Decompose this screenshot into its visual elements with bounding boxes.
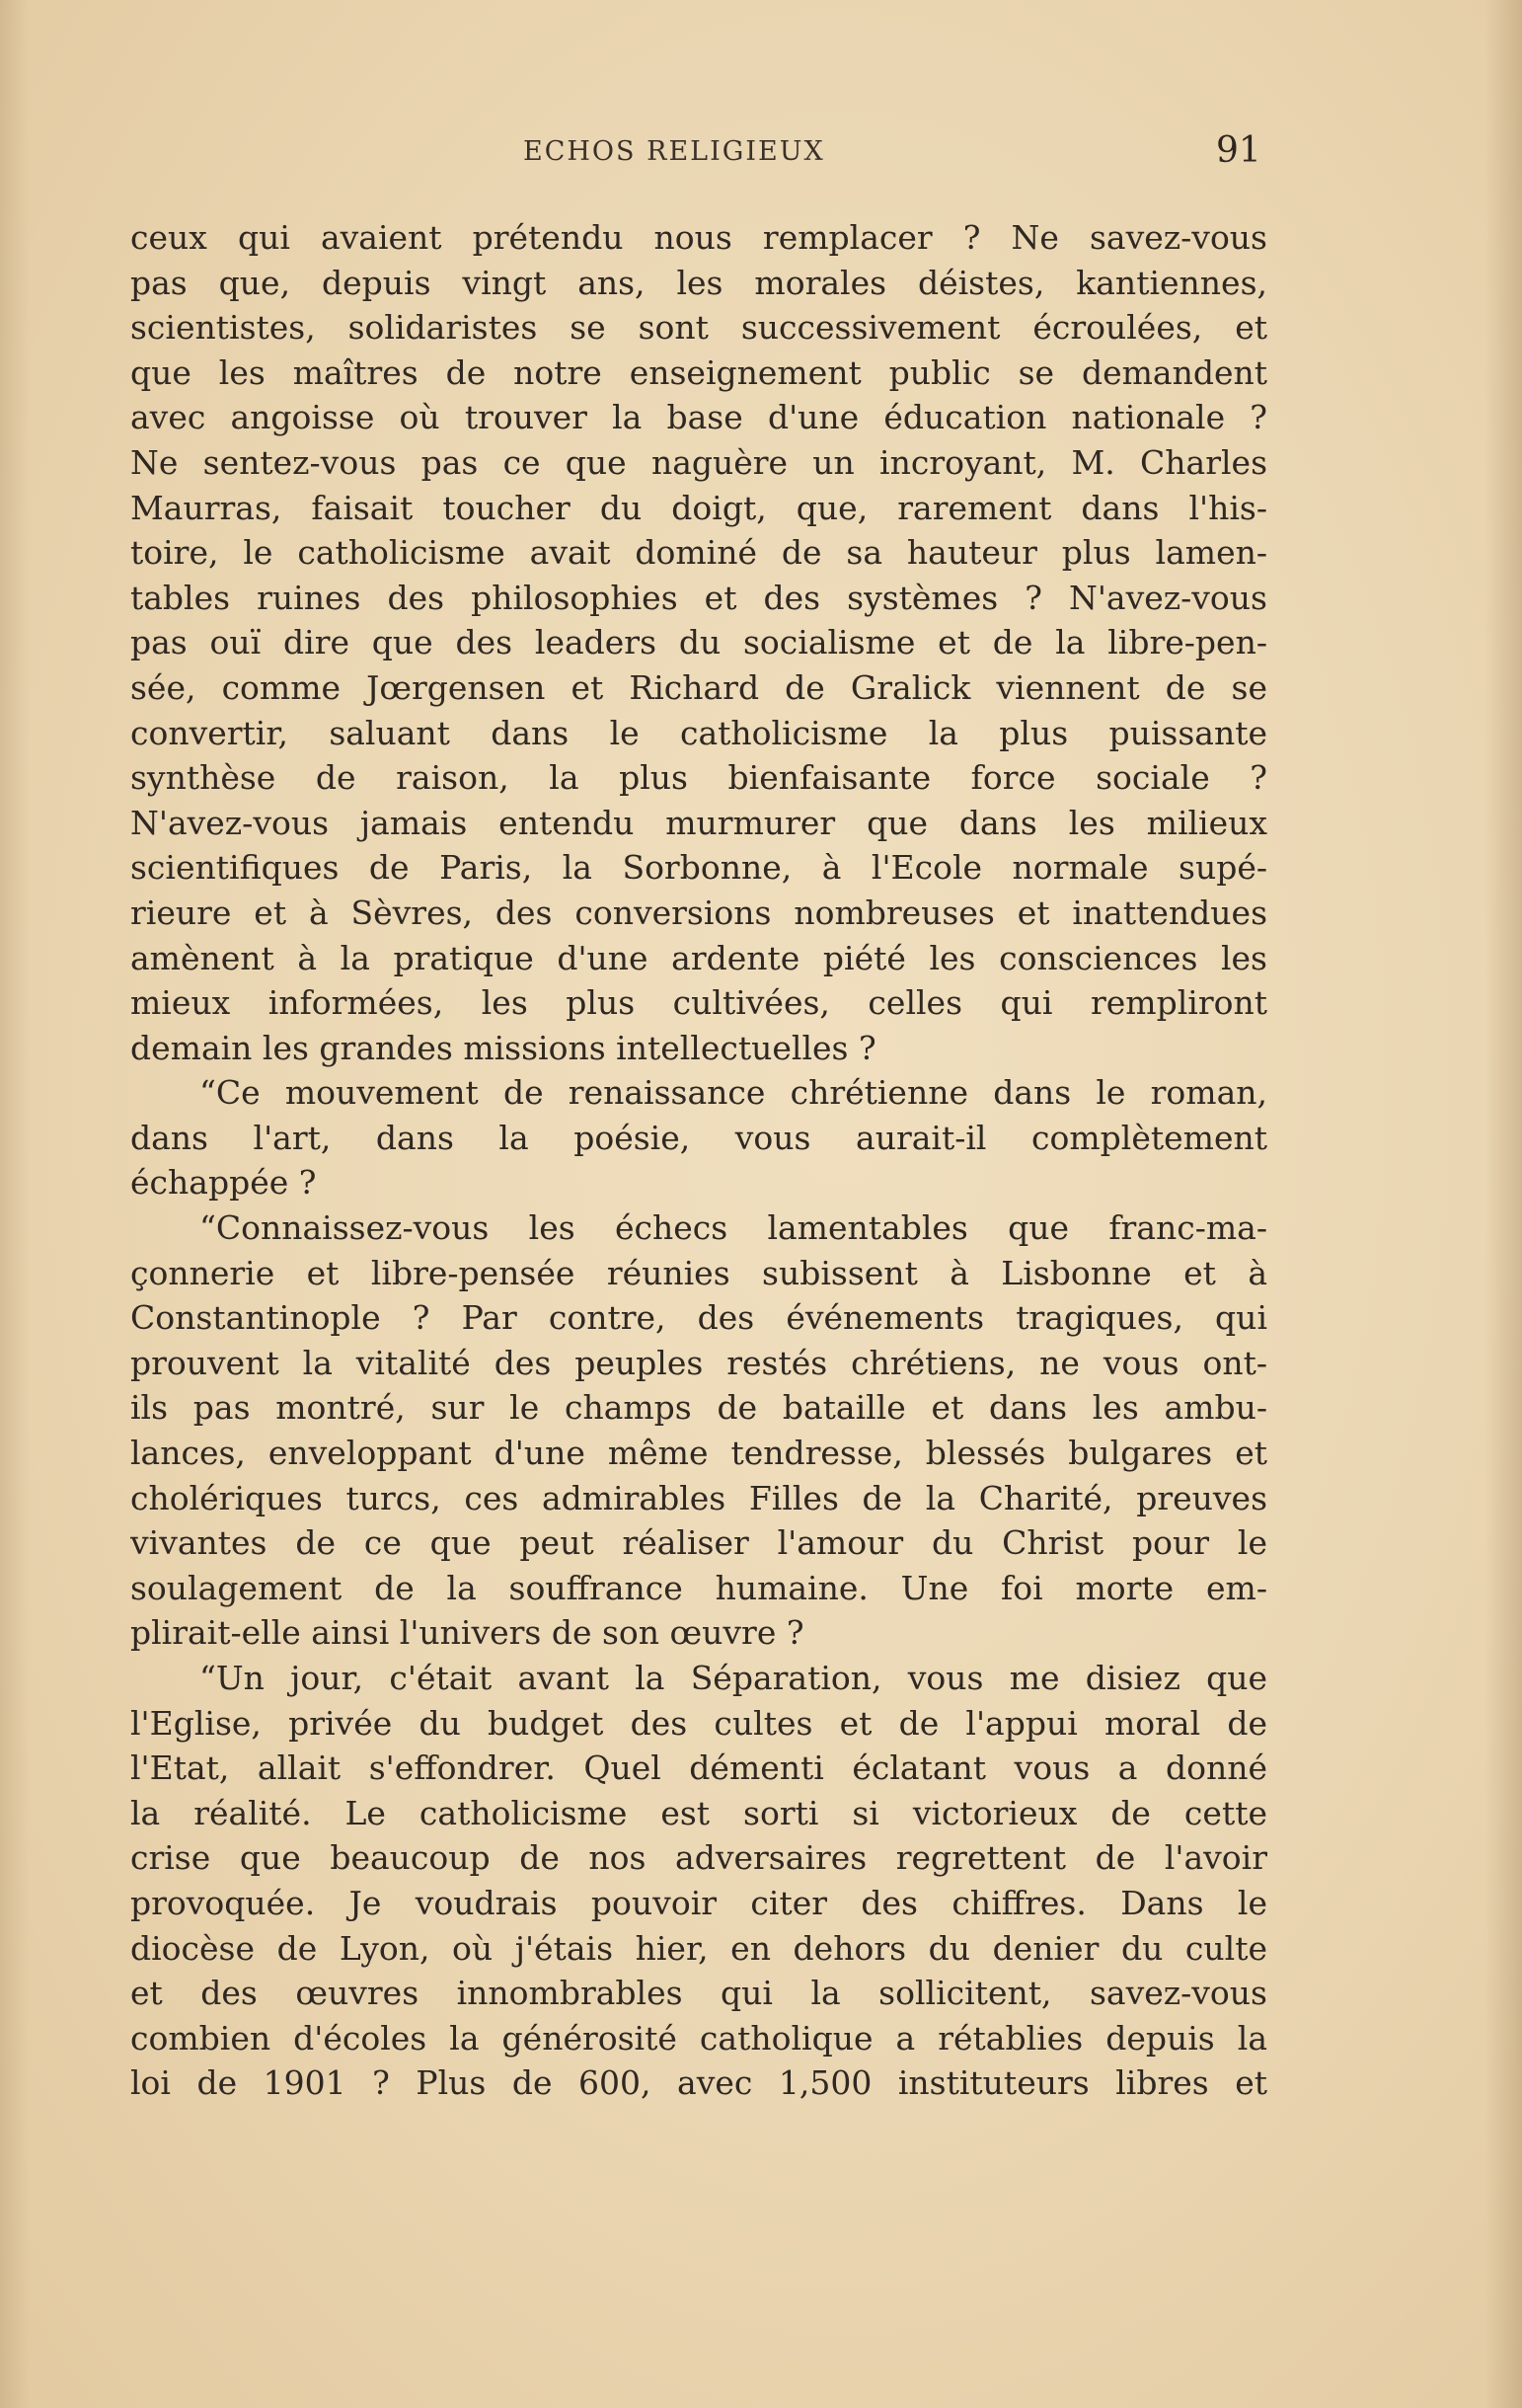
text-line: convertir, saluant dans le catholicisme la plus puissante: [130, 713, 1267, 752]
text-line: demain les grandes missions intellectuelles ?: [130, 1028, 876, 1067]
text-line: combien d'écoles la générosité catholique a rétablies depuis la: [130, 2018, 1267, 2058]
text-line: tables ruines des philosophies et des systèmes ? N'avez-vous: [130, 578, 1267, 617]
text-line: prouvent la vitalité des peuples restés chrétiens, ne vous ont-: [130, 1343, 1267, 1382]
text-line: diocèse de Lyon, où j'étais hier, en dehors du denier du culte: [130, 1928, 1267, 1968]
text-line: avec angoisse où trouver la base d'une éducation nationale ?: [130, 398, 1267, 437]
text-line: soulagement de la souffrance humaine. Une foi morte em-: [130, 1568, 1267, 1607]
text-line: et des œuvres innombrables qui la sollicitent, savez-vous: [130, 1974, 1267, 2013]
running-head: ECHOS RELIGIEUX: [523, 136, 825, 167]
text-line: pas que, depuis vingt ans, les morales déistes, kantiennes,: [130, 263, 1267, 302]
text-line: pas ouï dire que des leaders du socialisme et de la libre-pen-: [130, 623, 1267, 662]
text-line: “Connaissez-vous les échecs lamentables que franc-ma-: [199, 1208, 1267, 1248]
text-line: rieure et à Sèvres, des conversions nombreuses et inattendues: [130, 893, 1267, 932]
text-line: dans l'art, dans la poésie, vous aurait-il complètement: [130, 1118, 1267, 1157]
text-line: “Un jour, c'était avant la Séparation, vous me disiez que: [199, 1659, 1267, 1697]
text-line: Ne sentez-vous pas ce que naguère un incroyant, M. Charles: [130, 442, 1267, 482]
text-line: plirait-elle ainsi l'univers de son œuvre ?: [130, 1613, 804, 1653]
text-line: vivantes de ce que peut réaliser l'amour du Christ pour le: [130, 1523, 1267, 1563]
body-text: [130, 215, 1267, 2106]
text-line: mieux informées, les plus cultivées, celles qui rempliront: [130, 983, 1267, 1023]
text-line: l'Eglise, privée du budget des cultes et de l'appui moral de: [130, 1703, 1267, 1743]
text-line: Constantinople ? Par contre, des événements tragiques, qui: [130, 1298, 1267, 1338]
page-number: 91: [1216, 130, 1261, 171]
text-line: l'Etat, allait s'effondrer. Quel démenti éclatant vous a donné: [130, 1748, 1267, 1788]
text-line: loi de 1901 ? Plus de 600, avec 1,500 instituteurs libres et: [130, 2063, 1267, 2103]
text-line: “Ce mouvement de renaissance chrétienne dans le roman,: [199, 1073, 1267, 1113]
text-line: çonnerie et libre-pensée réunies subissent à Lisbonne et à: [130, 1253, 1267, 1292]
text-line: toire, le catholicisme avait dominé de sa hauteur plus lamen-: [130, 533, 1267, 573]
text-line: scientifiques de Paris, la Sorbonne, à l'Ecole normale supé-: [130, 848, 1267, 888]
text-line: ils pas montré, sur le champs de bataille et dans les ambu-: [130, 1388, 1267, 1428]
text-line: Maurras, faisait toucher du doigt, que, rarement dans l'his-: [130, 488, 1267, 527]
page-shadow-right: [1484, 0, 1522, 2408]
text-line: amènent à la pratique d'une ardente piété les consciences les: [130, 938, 1267, 977]
text-line: scientistes, solidaristes se sont successivement écroulées, et: [130, 308, 1267, 348]
text-line: synthèse de raison, la plus bienfaisante force sociale ?: [130, 758, 1267, 798]
text-line: provoquée. Je voudrais pouvoir citer des chiffres. Dans le: [130, 1883, 1267, 1922]
text-line: N'avez-vous jamais entendu murmurer que dans les milieux: [130, 803, 1267, 842]
text-line: ceux qui avaient prétendu nous remplacer ? Ne savez-vous: [130, 218, 1267, 257]
text-line: lances, enveloppant d'une même tendresse, blessés bulgares et: [130, 1434, 1267, 1473]
page-shadow-left: [0, 0, 30, 2408]
text-line: cholériques turcs, ces admirables Filles de la Charité, preuves: [130, 1478, 1267, 1517]
text-line: la réalité. Le catholicisme est sorti si victorieux de cette: [130, 1793, 1267, 1832]
text-line: que les maîtres de notre enseignement public se demandent: [130, 352, 1267, 392]
text-line: échappée ?: [130, 1163, 317, 1203]
text-line: sée, comme Jœrgensen et Richard de Gralick viennent de se: [130, 667, 1267, 707]
text-line: crise que beaucoup de nos adversaires regrettent de l'avoir: [130, 1838, 1267, 1878]
